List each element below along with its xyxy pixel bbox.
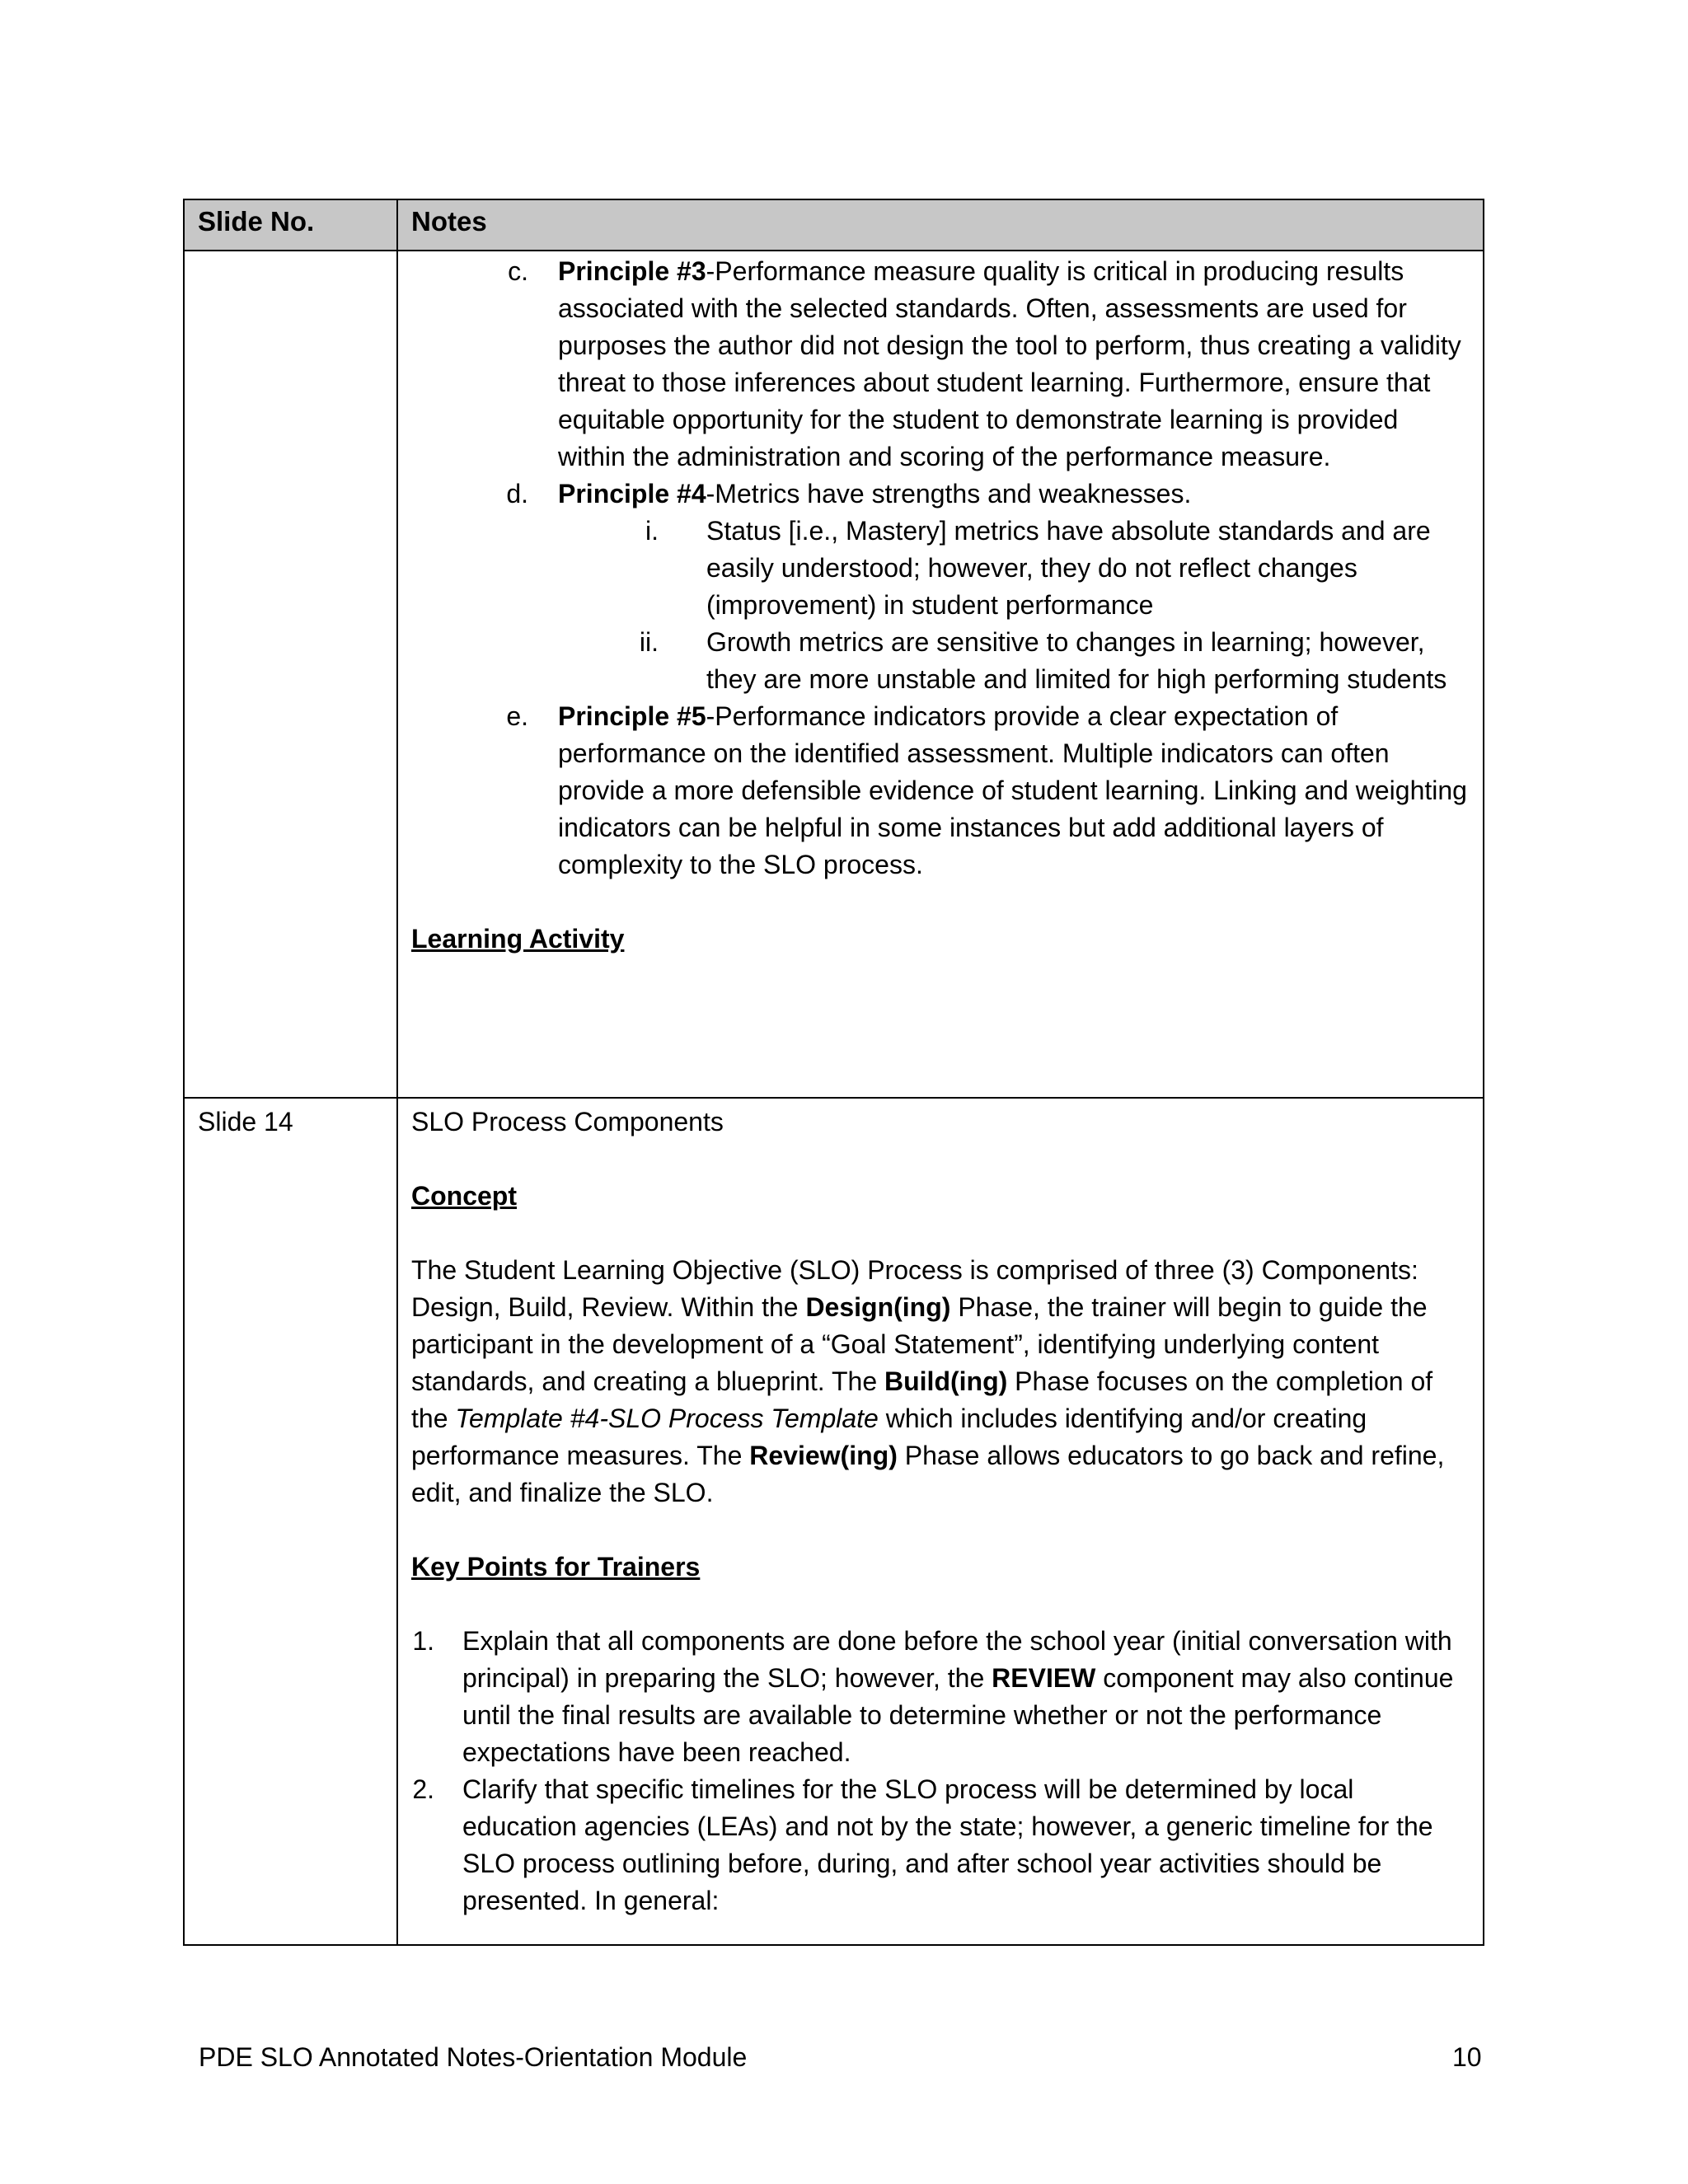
footer-title: PDE SLO Annotated Notes-Orientation Module [199, 2042, 748, 2072]
concept-heading: Concept [411, 1181, 517, 1211]
list-item: c. Principle #3-Performance measure quality is critical in producing results associated with the selected standards. Often, assessments are used for purposes the author did not design the tool to perform, thus creating a validity threat to those inferences about student learning. Furthermore, ensure that equitable opportunity for the student to demonstrate learning is provided within the administration and scoring of the performance measure. [508, 256, 1461, 471]
header-notes: Notes [397, 199, 1484, 251]
notes-cell [397, 251, 1484, 1098]
notes-table [183, 199, 1484, 1946]
list-item: d. Principle #4-Metrics have strengths and weaknesses. [506, 479, 1192, 509]
list-item: i. Status [i.e., Mastery] metrics have absolute standards and are easily understood; however, they do not reflect changes (improvement) in student performance [645, 516, 1431, 620]
page-number: 10 [1452, 2042, 1482, 2072]
list-item: e. Principle #5-Performance indicators provide a clear expectation of performance on the identified assessment. Multiple indicators can often provide a more defensible evidence of student learning. Linking and weighting indicators can be helpful in some instances but add additional layers of complexity to the SLO process. [506, 701, 1467, 879]
concept-paragraph: The Student Learning Objective (SLO) Process is comprised of three (3) Components: Design, Build, Review. Within the Design(ing) Phase, the trainer will begin to guide the participant in the development of a “Goal Statement”, identifying underlying content standards, and creating a blueprint. The Build(ing) Phase focuses on the completion of the Template #4-SLO Process Template which includes identifying and/or creating performance measures. The Review(ing) Phase allows educators to go back and refine, edit, and finalize the SLO. [411, 1255, 1445, 1507]
table-row [184, 251, 1484, 1098]
learning-activity-heading: Learning Activity [411, 924, 625, 954]
table-header-row [184, 199, 1484, 251]
notes-cell [397, 1098, 1484, 1945]
slide-number-cell: Slide 14 [184, 1098, 397, 1945]
list-item: 1. Explain that all components are done before the school year (initial conversation with principal) in preparing the SLO; however, the REVIEW component may also continue until the final results are available to determine whether or not the performance expectations have been reached. [412, 1626, 1454, 1767]
header-slide-no: Slide No. [184, 199, 397, 251]
key-points-heading: Key Points for Trainers [411, 1552, 701, 1582]
table-row [184, 1098, 1484, 1945]
slide-number-cell [184, 251, 397, 1098]
list-item: ii. Growth metrics are sensitive to changes in learning; however, they are more unstable and limited for high performing students [639, 627, 1447, 694]
list-item: 2. Clarify that specific timelines for the SLO process will be determined by local education agencies (LEAs) and not by the state; however, a generic timeline for the SLO process outlining before, during, and after school year activities should be presented. In general: [412, 1774, 1433, 1915]
slide-title: SLO Process Components [411, 1107, 724, 1137]
